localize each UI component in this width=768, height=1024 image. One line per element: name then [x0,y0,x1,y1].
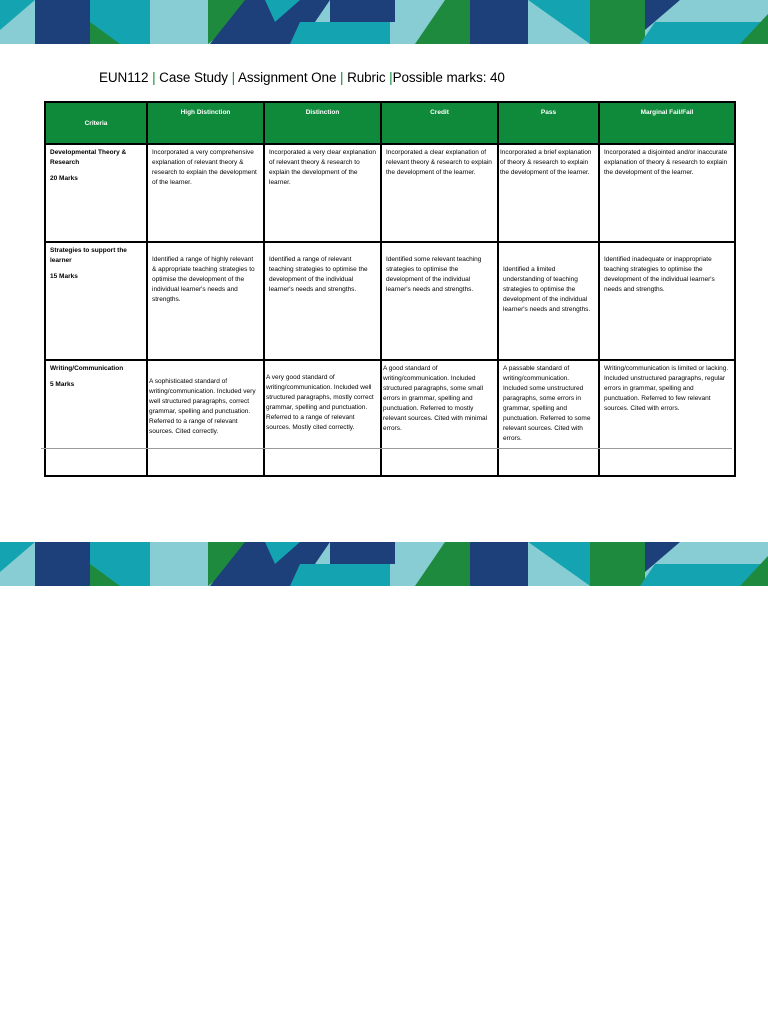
title-assignment: Assignment One [237,70,337,85]
rubric-cell-high-distinction: Incorporated a very comprehensive explanation of relevant theory & research to explain the development of the learner. [147,144,264,242]
column-header-credit: Credit [381,102,498,144]
rubric-table [44,101,736,477]
rubric-cell-high-distinction: Identified a range of highly relevant & appropriate teaching strategies to optimise the development of the individual learner's needs and strengths. [147,242,264,360]
criterion-cell [45,360,147,476]
column-header-marginal-fail: Marginal Fail/Fail [599,102,735,144]
header-banner-graphic [0,0,768,44]
title-separator: | [389,70,393,85]
criterion-marks: 20 Marks [50,175,78,182]
criterion-marks: 15 Marks [50,273,78,280]
rubric-cell-distinction: Incorporated a very clear explanation of relevant theory & research to explain the development of the learner. [264,144,381,242]
header-banner [0,0,768,44]
title-doc: Rubric [347,70,386,85]
rubric-row [45,360,735,476]
rubric-header-row [45,102,735,144]
criterion-name: Writing/Communication [50,365,124,372]
title-possible-marks: Possible marks: 40 [392,70,505,85]
footer-banner [0,542,768,586]
criterion-name: Strategies to support the learner [50,247,127,264]
footer-banner-graphic [0,542,768,586]
rubric-row [45,242,735,360]
column-header-distinction: Distinction [264,102,381,144]
page-title [99,70,505,85]
title-type: Case Study [159,70,228,85]
horizontal-divider [41,448,732,449]
rubric-cell-pass: A passable standard of writing/communication. Included some unstructured paragraphs, some errors in grammar, spelling and punctuation. Referred to some relevant sources. Cited with errors. [498,360,599,476]
title-separator: | [231,70,236,85]
column-header-pass: Pass [498,102,599,144]
rubric-cell-credit: A good standard of writing/communication. Included structured paragraphs, some small errors in grammar, spelling and punctuation. Referred to mostly relevant sources. Cited with minimal errors. [381,360,498,476]
rubric-cell-marginal-fail: Identified inadequate or inappropriate teaching strategies to optimise the development of the individual learner's needs and strengths. [599,242,735,360]
criterion-cell [45,242,147,360]
column-header-criteria: Criteria [45,102,147,144]
rubric-cell-marginal-fail: Writing/communication is limited or lacking. Included unstructured paragraphs, regular errors in grammar, spelling and punctuation. Referred to few relevant sources. Cited with errors. [599,360,735,476]
rubric-cell-distinction: A very good standard of writing/communication. Included well structured paragraphs, mostly correct grammar, spelling and punctuation. Referred to a range of relevant sources. Mostly cited correctly. [264,360,381,476]
rubric-row [45,144,735,242]
title-separator: | [152,70,156,85]
criterion-marks: 5 Marks [50,381,75,388]
column-header-high-distinction: High Distinction [147,102,264,144]
rubric-cell-high-distinction: A sophisticated standard of writing/communication. Included very well structured paragraphs, correct grammar, spelling and punctuation. Referred to a range of relevant sources. Cited correctly. [147,360,264,476]
title-course: EUN112 [99,70,149,85]
rubric-cell-pass: Identified a limited understanding of teaching strategies to optimise the development of the individual learner's needs and strengths. [498,242,599,360]
title-separator: | [340,70,344,85]
rubric-cell-marginal-fail: Incorporated a disjointed and/or inaccurate explanation of theory & research to explain the development of the learner. [599,144,735,242]
rubric-cell-distinction: Identified a range of relevant teaching strategies to optimise the development of the individual learner's needs and strengths. [264,242,381,360]
criterion-cell [45,144,147,242]
criterion-name: Developmental Theory & Research [50,149,127,166]
rubric-cell-credit: Identified some relevant teaching strategies to optimise the development of the individual learner's needs and strengths. [381,242,498,360]
rubric-cell-pass: Incorporated a brief explanation of theory & research to explain the development of the learner. [498,144,599,242]
rubric-cell-credit: Incorporated a clear explanation of relevant theory & research to explain the development of the learner. [381,144,498,242]
